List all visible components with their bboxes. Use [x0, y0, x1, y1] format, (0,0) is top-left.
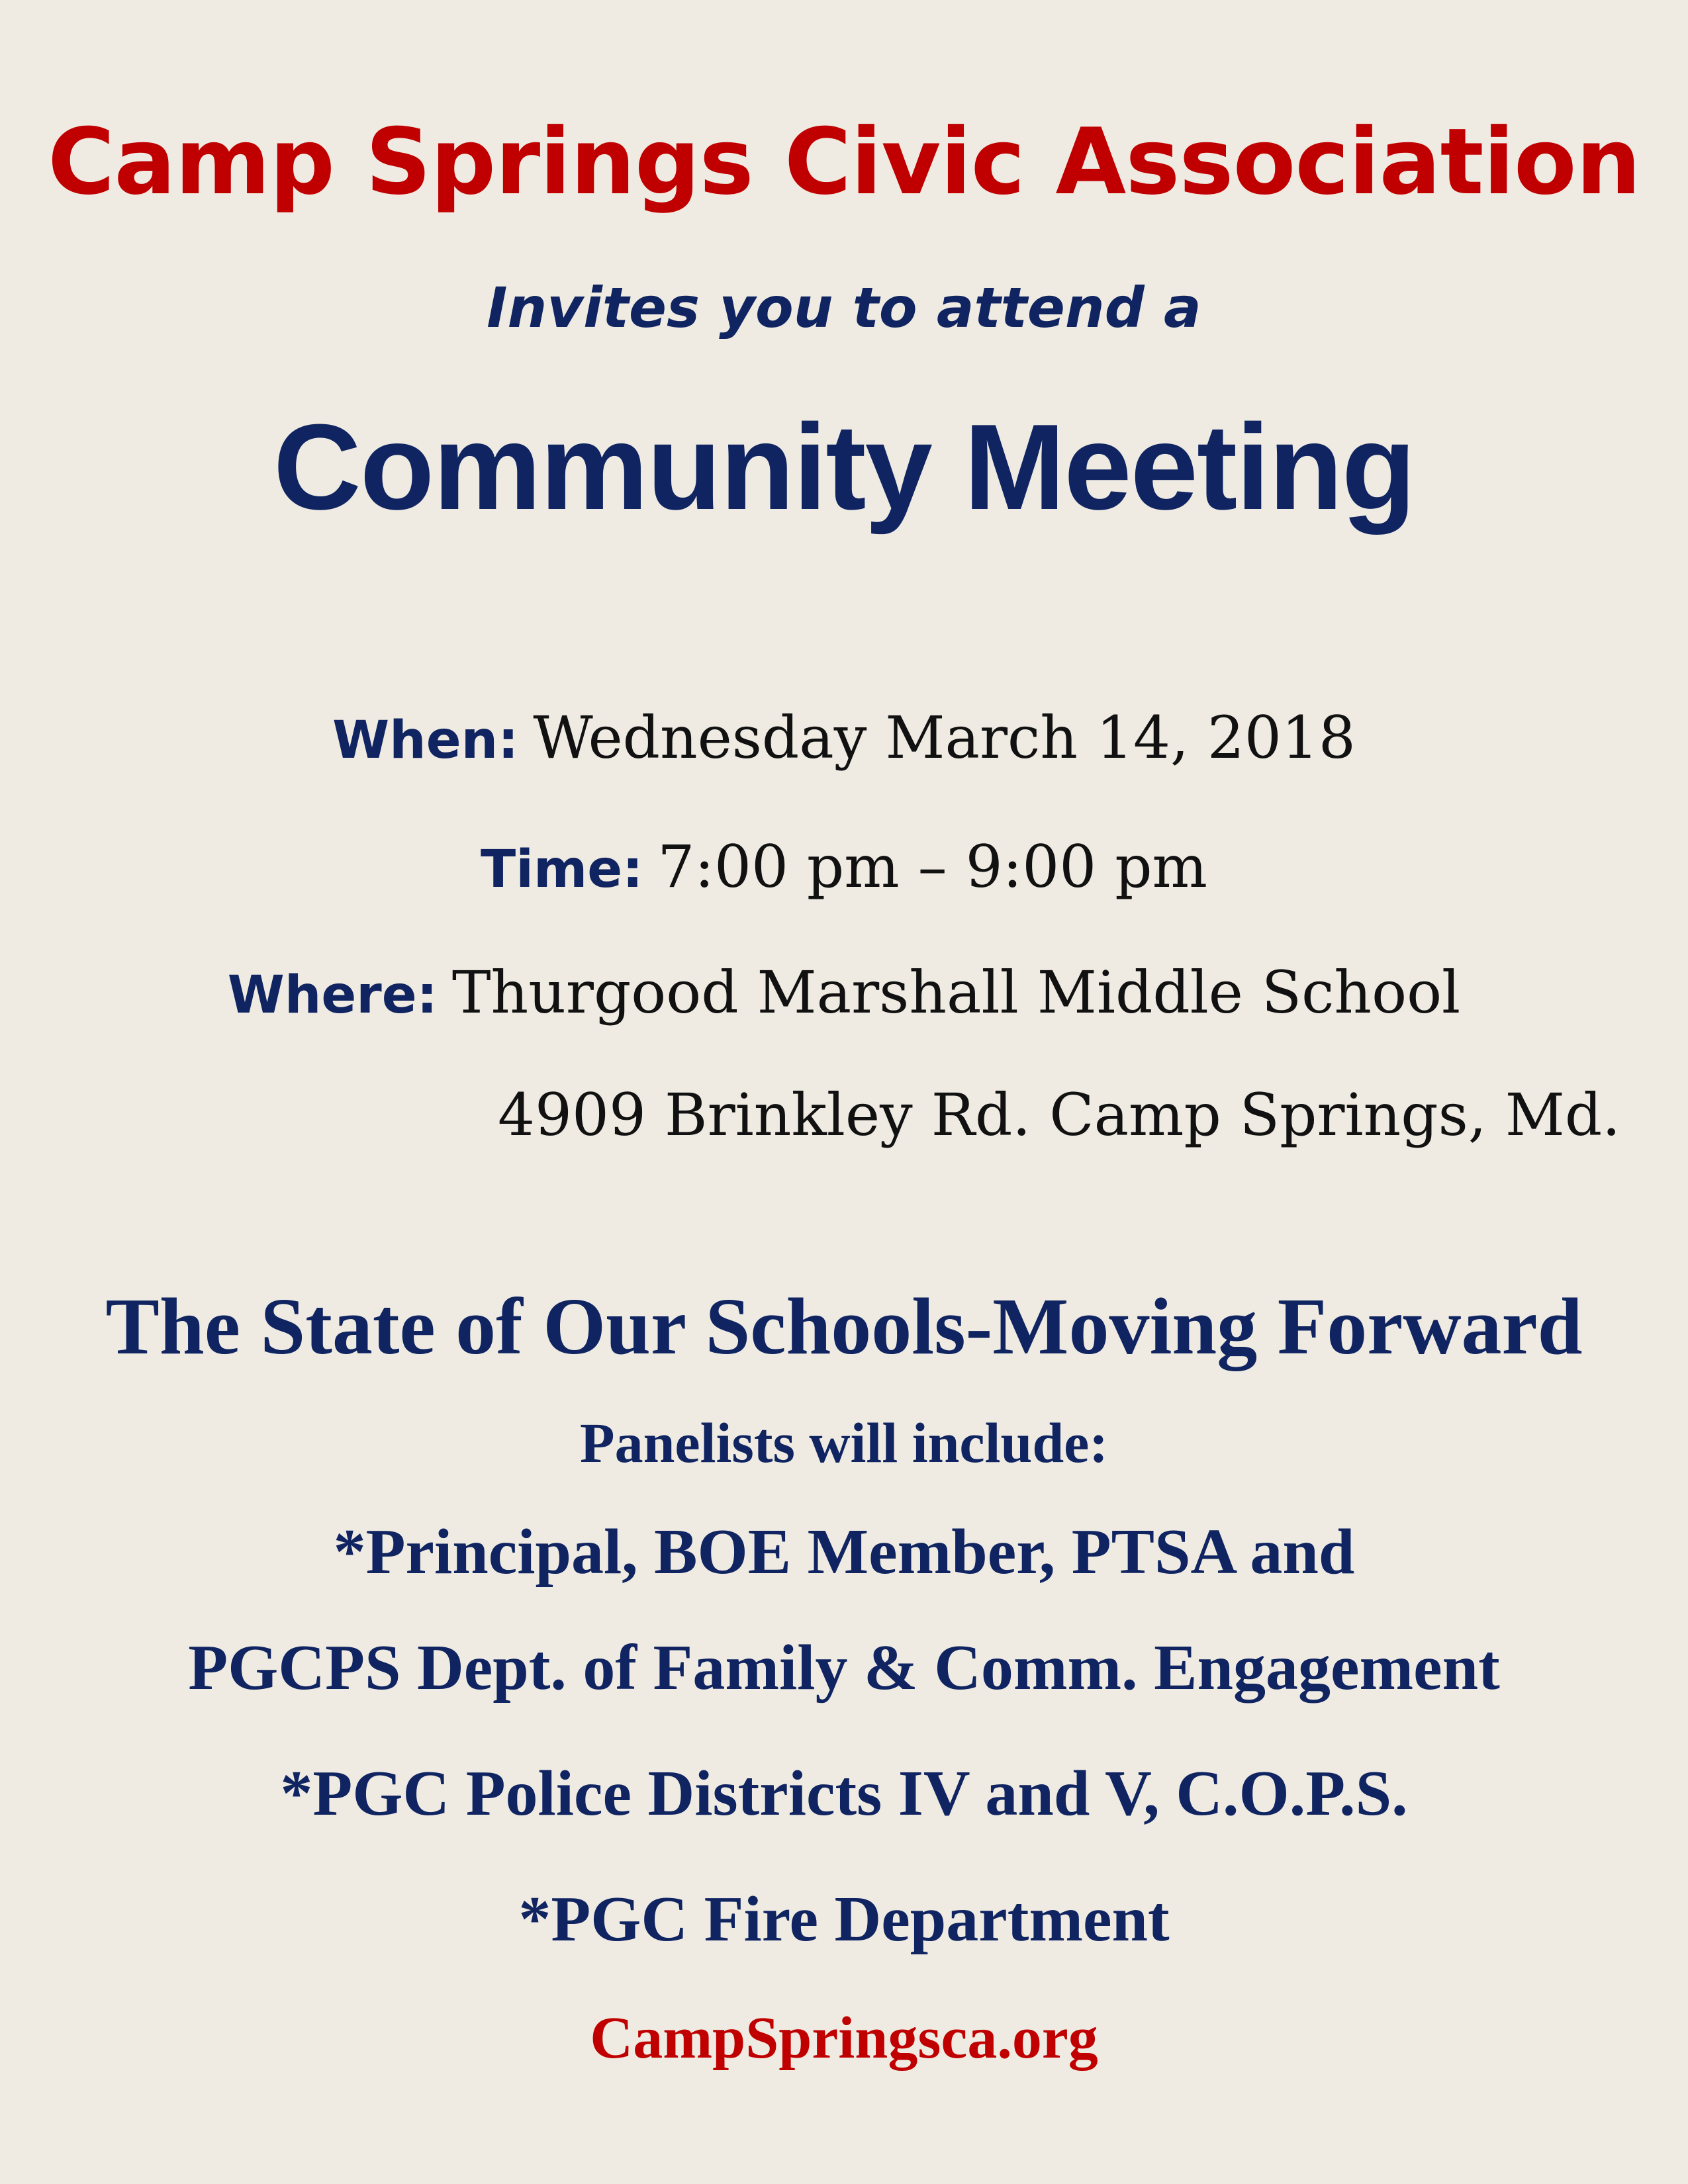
- when-label: When:: [332, 711, 519, 770]
- when-row: [0, 698, 1688, 780]
- where-value: Thurgood Marshall Middle School: [451, 958, 1461, 1026]
- website-url: CampSpringsca.org: [590, 2005, 1098, 2071]
- time-label: Time:: [481, 840, 643, 899]
- panelist-line: *Principal, BOE Member, PTSA and: [333, 1516, 1355, 1588]
- where-row: [0, 953, 1688, 1035]
- where-label: Where:: [227, 966, 438, 1025]
- invitation-line: Invites you to attend a: [487, 275, 1201, 340]
- panelist-line: *PGC Fire Department: [518, 1884, 1170, 1955]
- meeting-topic: The State of Our Schools-Moving Forward: [105, 1282, 1583, 1371]
- time-value: 7:00 pm – 9:00 pm: [657, 833, 1207, 901]
- time-row: [0, 827, 1688, 909]
- event-title: Community Meeting: [273, 398, 1415, 535]
- organization-name: Camp Springs Civic Association: [48, 109, 1640, 215]
- address-line: 4909 Brinkley Rd. Camp Springs, Md.: [498, 1081, 1621, 1149]
- when-value: Wednesday March 14, 2018: [533, 704, 1356, 772]
- panelist-line: PGCPS Dept. of Family & Comm. Engagement: [188, 1632, 1500, 1704]
- panelist-line: *PGC Police Districts IV and V, C.O.P.S.: [280, 1758, 1408, 1829]
- panelists-heading: Panelists will include:: [580, 1411, 1108, 1475]
